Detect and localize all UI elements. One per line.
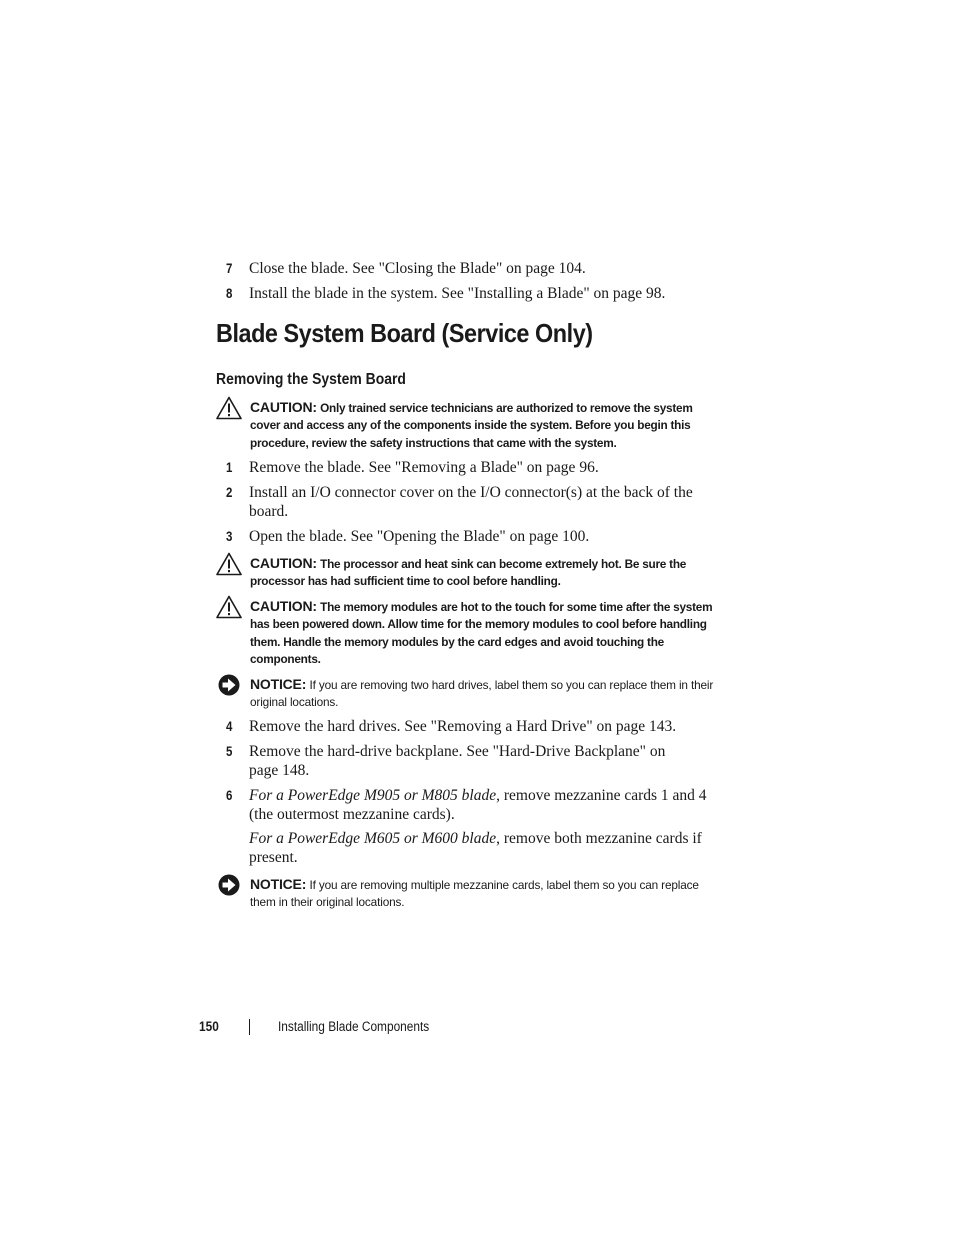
caution-label: CAUTION: [250, 598, 317, 614]
caution-label: CAUTION: [250, 555, 317, 571]
step-model-italic: For a PowerEdge M905 or M805 blade [249, 787, 497, 804]
step-number: 8 [226, 286, 233, 301]
warning-triangle-icon [216, 552, 242, 576]
footer-divider [249, 1019, 250, 1035]
notice-text: If you are removing two hard drives, label them so you can replace them in their original locations. [250, 678, 714, 710]
step-text: Remove the blade. See "Removing a Blade" on page 96. [249, 459, 599, 476]
page-number: 150 [199, 1019, 219, 1034]
step-text: Install an I/O connector cover on the I/O connector(s) at the back of the board. [249, 484, 693, 520]
caution-text: The memory modules are hot to the touch for some time after the system has been powered down. Allow time for the memory modules to cool before handling them. Handle the memory modules by the card edges and avoid touching the components. [250, 600, 713, 666]
notice-label: NOTICE: [250, 876, 307, 892]
step-number: 2 [226, 485, 233, 500]
footer-chapter-title: Installing Blade Components [278, 1019, 430, 1034]
notice-note [250, 676, 720, 712]
step-number: 5 [226, 744, 233, 759]
caution-text: Only trained service technicians are authorized to remove the system cover and access any of the components inside the system. Before you begin this procedure, review the safety instructions that came with the system. [250, 401, 693, 450]
notice-note [250, 876, 705, 912]
section-title: Blade System Board (Service Only) [216, 318, 593, 348]
notice-label: NOTICE: [250, 676, 307, 692]
step-5 [226, 742, 686, 780]
caution-note [250, 555, 720, 591]
notice-text: If you are removing multiple mezzanine cards, label them so you can replace them in their original locations. [250, 878, 699, 910]
step-6 [226, 786, 711, 824]
caution-note [250, 399, 720, 452]
step-7 [226, 259, 716, 278]
step-text: Install the blade in the system. See "Installing a Blade" on page 98. [249, 285, 666, 302]
caution-text: The processor and heat sink can become extremely hot. Be sure the processor has had sufficient time to cool before handling. [250, 557, 687, 589]
warning-triangle-icon [216, 595, 242, 619]
notice-arrow-icon [216, 673, 242, 697]
step-model-italic: For a PowerEdge M605 or M600 blade [249, 830, 497, 847]
step-text: , remove both mezzanine cards if present. [249, 830, 702, 866]
step-4 [226, 717, 716, 736]
warning-triangle-icon [216, 396, 242, 420]
step-text: Remove the hard-drive backplane. See "Hard-Drive Backplane" on page 148. [249, 743, 666, 779]
subsection-title: Removing the System Board [216, 371, 406, 388]
step-8 [226, 284, 716, 303]
step-text: Open the blade. See "Opening the Blade" on page 100. [249, 528, 590, 545]
step-number: 6 [226, 788, 233, 803]
caution-label: CAUTION: [250, 399, 317, 415]
step-text: Close the blade. See "Closing the Blade" on page 104. [249, 260, 586, 277]
notice-arrow-icon [216, 873, 242, 897]
step-6-continuation [249, 829, 709, 867]
step-number: 1 [226, 460, 233, 475]
step-2 [226, 483, 716, 521]
step-number: 4 [226, 719, 233, 734]
step-number: 7 [226, 261, 233, 276]
caution-note [250, 598, 720, 668]
step-3 [226, 527, 716, 546]
step-number: 3 [226, 529, 233, 544]
step-1 [226, 458, 716, 477]
step-text: Remove the hard drives. See "Removing a Hard Drive" on page 143. [249, 718, 677, 735]
step-text: , remove mezzanine cards 1 and 4 (the outermost mezzanine cards). [249, 787, 707, 823]
